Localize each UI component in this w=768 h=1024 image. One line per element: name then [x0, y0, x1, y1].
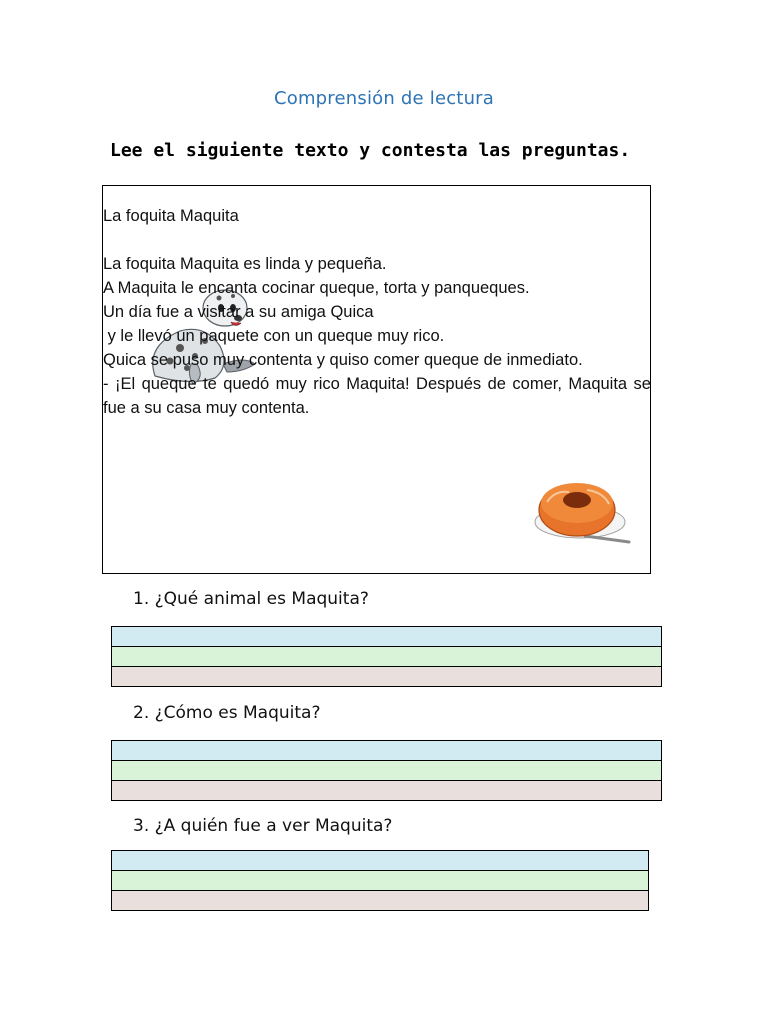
answer-line[interactable] — [111, 760, 662, 781]
answer-lines-3 — [111, 851, 649, 911]
answer-line[interactable] — [111, 780, 662, 801]
story-line: A Maquita le encanta cocinar queque, torta y panqueques. — [103, 279, 530, 297]
answer-line[interactable] — [111, 626, 662, 647]
question-2: 2. ¿Cómo es Maquita? — [133, 703, 321, 723]
story-line: La foquita Maquita es linda y pequeña. — [103, 255, 387, 273]
answer-lines-1 — [111, 627, 662, 687]
story-line: - ¡El queque te quedó muy rico Maquita! Después de comer, Maquita se fue a su casa muy contenta. — [103, 375, 651, 417]
answer-lines-2 — [111, 741, 662, 801]
cake-icon — [525, 470, 635, 550]
answer-line[interactable] — [111, 646, 662, 667]
story-line: Quica se puso muy contenta y quiso comer queque de inmediato. — [103, 351, 583, 369]
story-line: y le llevó un paquete con un queque muy rico. — [103, 327, 445, 345]
story-text — [103, 204, 651, 420]
story-line: Un día fue a visitar a su amiga Quica — [103, 303, 374, 321]
answer-line[interactable] — [111, 666, 662, 687]
question-3: 3. ¿A quién fue a ver Maquita? — [133, 816, 393, 836]
answer-line[interactable] — [111, 740, 662, 761]
instruction-text: Lee el siguiente texto y contesta las preguntas. — [110, 140, 631, 161]
page-title: Comprensión de lectura — [273, 88, 495, 109]
question-1: 1. ¿Qué animal es Maquita? — [133, 589, 369, 609]
story-title: La foquita Maquita — [103, 207, 239, 225]
answer-line[interactable] — [111, 870, 649, 891]
answer-line[interactable] — [111, 890, 649, 911]
answer-line[interactable] — [111, 850, 649, 871]
